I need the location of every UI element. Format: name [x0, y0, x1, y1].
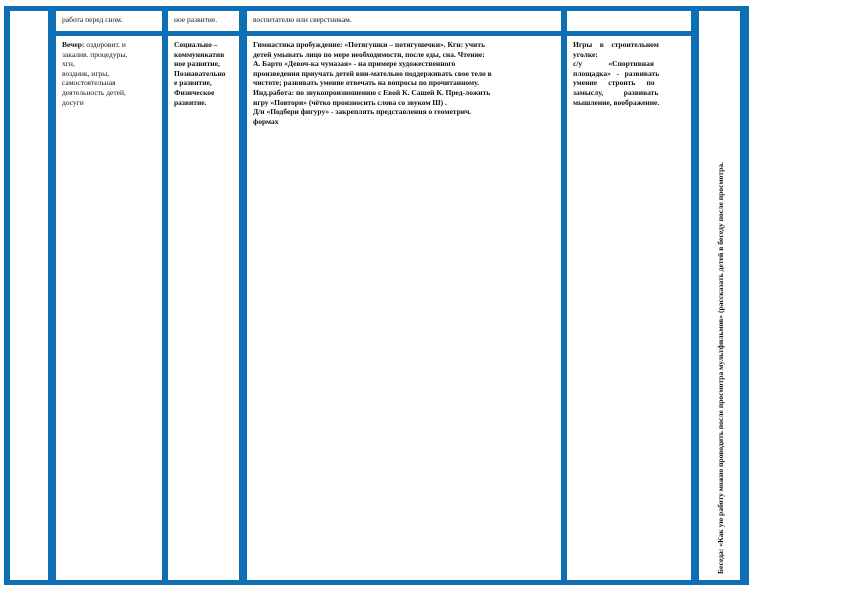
corner-games-cell	[566, 35, 692, 581]
conversation-cell	[698, 10, 741, 581]
activities-line: Д/и «Подбери фигуру» - закреплять представления о геометрич.	[253, 107, 472, 117]
areas-text: Социально – коммуникатив ное развитие, Познавательно е развитие, Физическое развитие.	[174, 40, 226, 107]
top-cell-areas-text: ное развитие.	[174, 15, 218, 24]
evening-label: Вечер:	[62, 40, 85, 49]
conversation-text	[716, 162, 726, 574]
activities-line: игру «Повтори» (чётко произносить слова со звуком Ш) .	[253, 97, 447, 107]
evening-body: оздоровит. и закалив. процедуры, хгн, воздник, игры, самостоятельная деятельность детей, досуги	[62, 40, 128, 107]
top-cell-environment	[566, 10, 692, 32]
corner-games-text: Игры в строительном уголке: с/у «Спортивная площадка» - развивать умение строить по замыслу, развивать мышление, воображение.	[573, 40, 660, 107]
top-cell-activities-text: воспитателю или сверстникам.	[253, 15, 352, 24]
activities-line: произведения приучать детей вни-мательно поддерживать свое тело в	[253, 68, 492, 78]
evening-cell	[55, 35, 163, 581]
top-cell-routine	[55, 10, 163, 32]
evening-text	[62, 40, 156, 107]
areas-cell	[167, 35, 240, 581]
activities-cell	[246, 35, 562, 581]
activities-line: Гимнастика пробуждение: «Потягушки – потягушечки». Кгн: учить	[253, 40, 486, 49]
activities-text	[253, 40, 555, 126]
top-cell-areas	[167, 10, 240, 32]
activities-line: Инд.работа: по звукопроизношению с Евой К. Сашей К. Пред-ложить	[253, 87, 491, 97]
top-cell-activities	[246, 10, 562, 32]
activities-line: детей умывать лицо по мере необходимости, после еды, сна. Чтение:	[253, 49, 485, 59]
left-margin-cell	[9, 10, 49, 581]
activities-line: формах	[253, 116, 279, 126]
activities-line: чистоте; развивать умение отвечать на вопросы по прочитанному.	[253, 78, 480, 88]
conversation-label: Беседа:	[716, 548, 725, 574]
top-cell-routine-text: работа перед сном.	[62, 15, 123, 24]
conversation-body: «Как ую работу можно проводить после просмотра мультфильмов» (рассказать детей в беседу после просмотра.	[716, 162, 725, 549]
activities-line: А. Барто «Девоч-ка чумазая» - на примере художественного	[253, 59, 456, 69]
